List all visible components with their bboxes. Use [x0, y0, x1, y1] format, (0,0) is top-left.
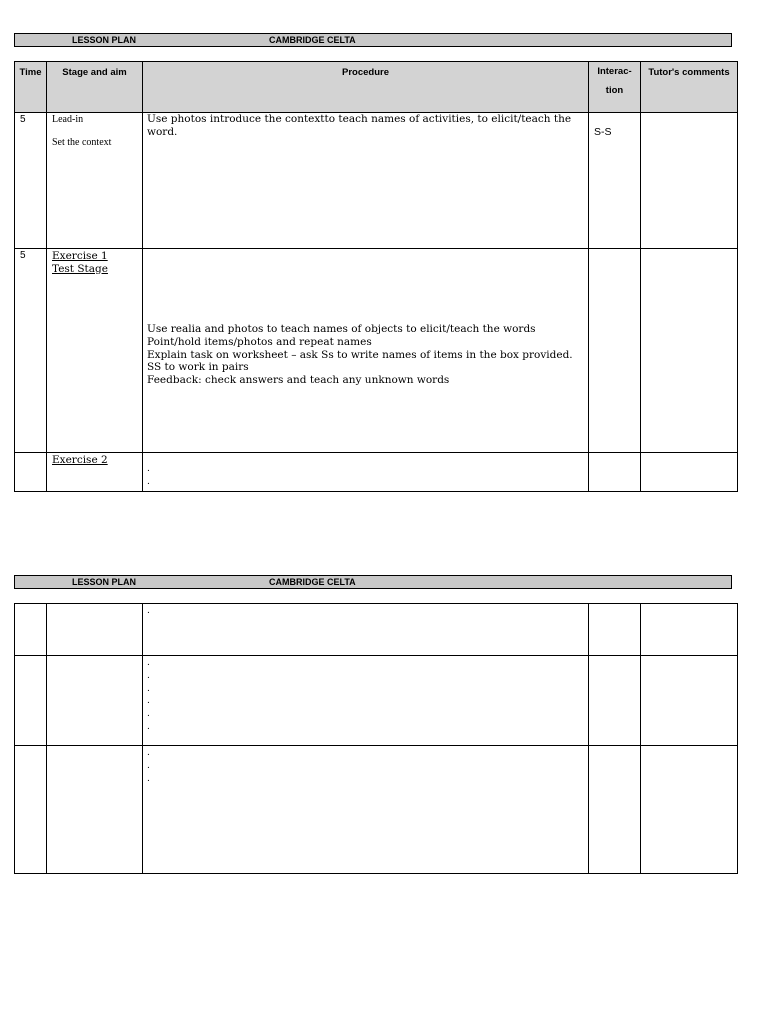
- cell-procedure: [143, 746, 589, 874]
- cell-procedure: Use photos introduce the contextto teach names of activities, to elicit/teach the word.: [143, 113, 589, 249]
- cell-stage: [47, 656, 143, 746]
- cell-stage: [47, 113, 143, 249]
- procedure-line: Feedback: check answers and teach any unknown words: [147, 374, 450, 387]
- lesson-plan-table-1: [14, 61, 738, 492]
- procedure-line: Explain task on worksheet – ask Ss to write names of items in the box provided. SS to work in pairs: [147, 348, 573, 374]
- header-time: Time: [15, 62, 47, 113]
- cell-procedure: [143, 604, 589, 656]
- lesson-plan-banner-2: [14, 575, 732, 589]
- cell-interaction: [589, 249, 641, 453]
- cell-time: [15, 746, 47, 874]
- cell-stage: [47, 604, 143, 656]
- table-row: [15, 453, 738, 492]
- bullet-dot: .: [147, 721, 150, 732]
- bullet-dot: .: [147, 670, 150, 681]
- cell-interaction: [589, 604, 641, 656]
- cell-interaction: [589, 746, 641, 874]
- bullet-dot: .: [147, 760, 150, 771]
- cell-tutor-comments: [641, 453, 738, 492]
- header-interaction-line1: Interac-: [597, 66, 632, 77]
- banner-title-lesson-plan: LESSON PLAN: [72, 577, 137, 587]
- table-row: [15, 249, 738, 453]
- lesson-plan-banner-1: [14, 33, 732, 47]
- cell-stage: [47, 249, 143, 453]
- cell-tutor-comments: [641, 113, 738, 249]
- bullet-dot: .: [147, 476, 150, 487]
- header-tutors-comments: Tutor's comments: [641, 62, 738, 113]
- header-interaction-line2: tion: [605, 85, 624, 96]
- table-row: [15, 604, 738, 656]
- bullet-dot: .: [147, 658, 150, 668]
- banner-title-cambridge-celta: CAMBRIDGE CELTA: [269, 577, 356, 587]
- cell-tutor-comments: [641, 604, 738, 656]
- table-header-row: [15, 62, 738, 113]
- cell-interaction: S-S: [589, 113, 641, 249]
- cell-tutor-comments: [641, 249, 738, 453]
- table-row: [15, 746, 738, 874]
- cell-procedure: [143, 656, 589, 746]
- bullet-dot: .: [147, 606, 150, 616]
- cell-interaction: [589, 656, 641, 746]
- stage-name: Exercise 1: [52, 250, 108, 262]
- header-interaction: [589, 62, 641, 113]
- procedure-line: Point/hold items/photos and repeat names: [147, 335, 372, 348]
- cell-time: 5: [15, 249, 47, 453]
- stage-name: Lead-in: [52, 114, 84, 125]
- stage-name: Exercise 2: [52, 454, 108, 466]
- cell-time: [15, 453, 47, 492]
- cell-stage: [47, 453, 143, 492]
- header-procedure: Procedure: [143, 62, 589, 113]
- table-row: [15, 113, 738, 249]
- header-stage-and-aim: Stage and aim: [47, 62, 143, 113]
- banner-title-cambridge-celta: CAMBRIDGE CELTA: [269, 35, 356, 45]
- table-row: [15, 656, 738, 746]
- stage-aim: Test Stage: [52, 262, 108, 275]
- cell-tutor-comments: [641, 746, 738, 874]
- lesson-plan-table-2: [14, 603, 738, 874]
- cell-procedure: [143, 249, 589, 453]
- bullet-dot: .: [147, 709, 150, 720]
- cell-tutor-comments: [641, 656, 738, 746]
- cell-time: [15, 604, 47, 656]
- bullet-dot: .: [147, 464, 150, 474]
- bullet-dot: .: [147, 683, 150, 694]
- bullet-dot: .: [147, 773, 150, 784]
- banner-title-lesson-plan: LESSON PLAN: [72, 35, 137, 45]
- bullet-dot: .: [147, 748, 150, 758]
- procedure-line: Use realia and photos to teach names of objects to elicit/teach the words: [147, 323, 536, 335]
- cell-procedure: [143, 453, 589, 492]
- bullet-dot: .: [147, 696, 150, 707]
- cell-stage: [47, 746, 143, 874]
- cell-time: [15, 656, 47, 746]
- cell-time: 5: [15, 113, 47, 249]
- stage-aim: Set the context: [52, 137, 112, 148]
- cell-interaction: [589, 453, 641, 492]
